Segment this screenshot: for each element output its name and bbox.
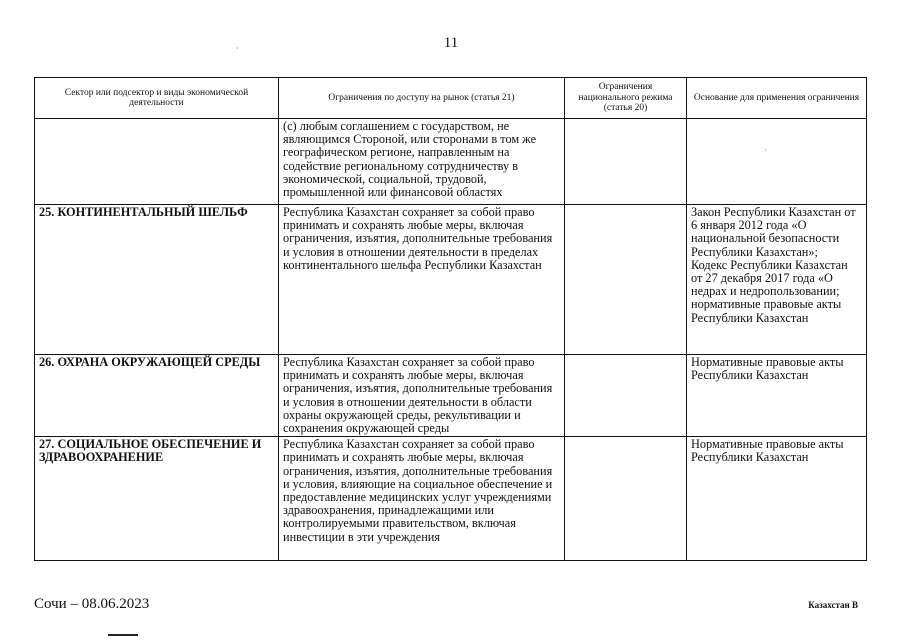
market-access-cell: Республика Казахстан сохраняет за собой право принимать и сохранять любые меры, включая ограничения, изъятия, дополнительные требования и условия в отношении деятельности в пределах континентального шельфа Республики Казахстан <box>279 205 565 355</box>
table-header-row <box>35 78 867 119</box>
footer-document-code: Казахстан В <box>808 600 858 610</box>
header-basis: Основание для применения ограничения <box>687 78 867 119</box>
page-number: 11 <box>443 35 459 51</box>
sector-cell: 26. ОХРАНА ОКРУЖАЮЩЕЙ СРЕДЫ <box>35 355 279 437</box>
table-row <box>35 119 867 205</box>
header-national-regime: Ограничения национального режима (статья 20) <box>565 78 687 119</box>
basis-item: Нормативные правовые акты Республики Казахстан <box>691 437 844 465</box>
footer-place-date: Сочи – 08.06.2023 <box>34 596 150 612</box>
basis-cell <box>687 205 867 355</box>
national-regime-cell <box>565 205 687 355</box>
restrictions-table <box>34 77 867 561</box>
basis-item: Закон Республики Казахстан от 6 января 2012 года «О национальной безопасности Республики Казахстан»; <box>691 205 856 259</box>
national-regime-cell <box>565 355 687 437</box>
market-access-cell: Республика Казахстан сохраняет за собой право принимать и сохранять любые меры, включая ограничения, изъятия, дополнительные требования и условия в отношении деятельности в области охраны окружающей среды, рекультивации и сохранения окружающей среды <box>279 355 565 437</box>
market-access-cell: (c) любым соглашением с государством, не являющимся Стороной, или сторонами в том же географическом регионе, направленным на содействие региональному сотрудничеству в экономической, социальной, трудовой, промышленной или финансовой областях <box>279 119 565 205</box>
national-regime-cell <box>565 437 687 561</box>
header-market-access: Ограничения по доступу на рынок (статья 21) <box>279 78 565 119</box>
table-row <box>35 437 867 561</box>
scan-speck: · <box>764 146 767 155</box>
basis-item: Кодекс Республики Казахстан от 27 декабря 2017 года «О недрах и недропользовании; <box>691 257 848 299</box>
market-access-cell: Республика Казахстан сохраняет за собой право принимать и сохранять любые меры, включая ограничения, изъятия, дополнительные требования и условия, влияющие на социальное обеспечение и предоставление медицинских услуг учреждениями здравоохранения, принадлежащими или контролируемыми правительством, включая инвестиции в эти учреждения <box>279 437 565 561</box>
basis-cell <box>687 119 867 205</box>
basis-cell <box>687 355 867 437</box>
basis-item: Нормативные правовые акты Республики Казахстан <box>691 355 844 383</box>
sector-cell: 27. СОЦИАЛЬНОЕ ОБЕСПЕЧЕНИЕ И ЗДРАВООХРАНЕНИЕ <box>35 437 279 561</box>
header-sector: Сектор или подсектор и виды экономической деятельности <box>35 78 279 119</box>
scan-speck: · <box>236 44 239 53</box>
table-row <box>35 205 867 355</box>
table-row <box>35 355 867 437</box>
sector-cell: 25. КОНТИНЕНТАЛЬНЫЙ ШЕЛЬФ <box>35 205 279 355</box>
national-regime-cell <box>565 119 687 205</box>
sector-cell <box>35 119 279 205</box>
basis-cell <box>687 437 867 561</box>
basis-item: нормативные правовые акты Республики Казахстан <box>691 297 842 325</box>
scan-artifact <box>108 634 138 636</box>
